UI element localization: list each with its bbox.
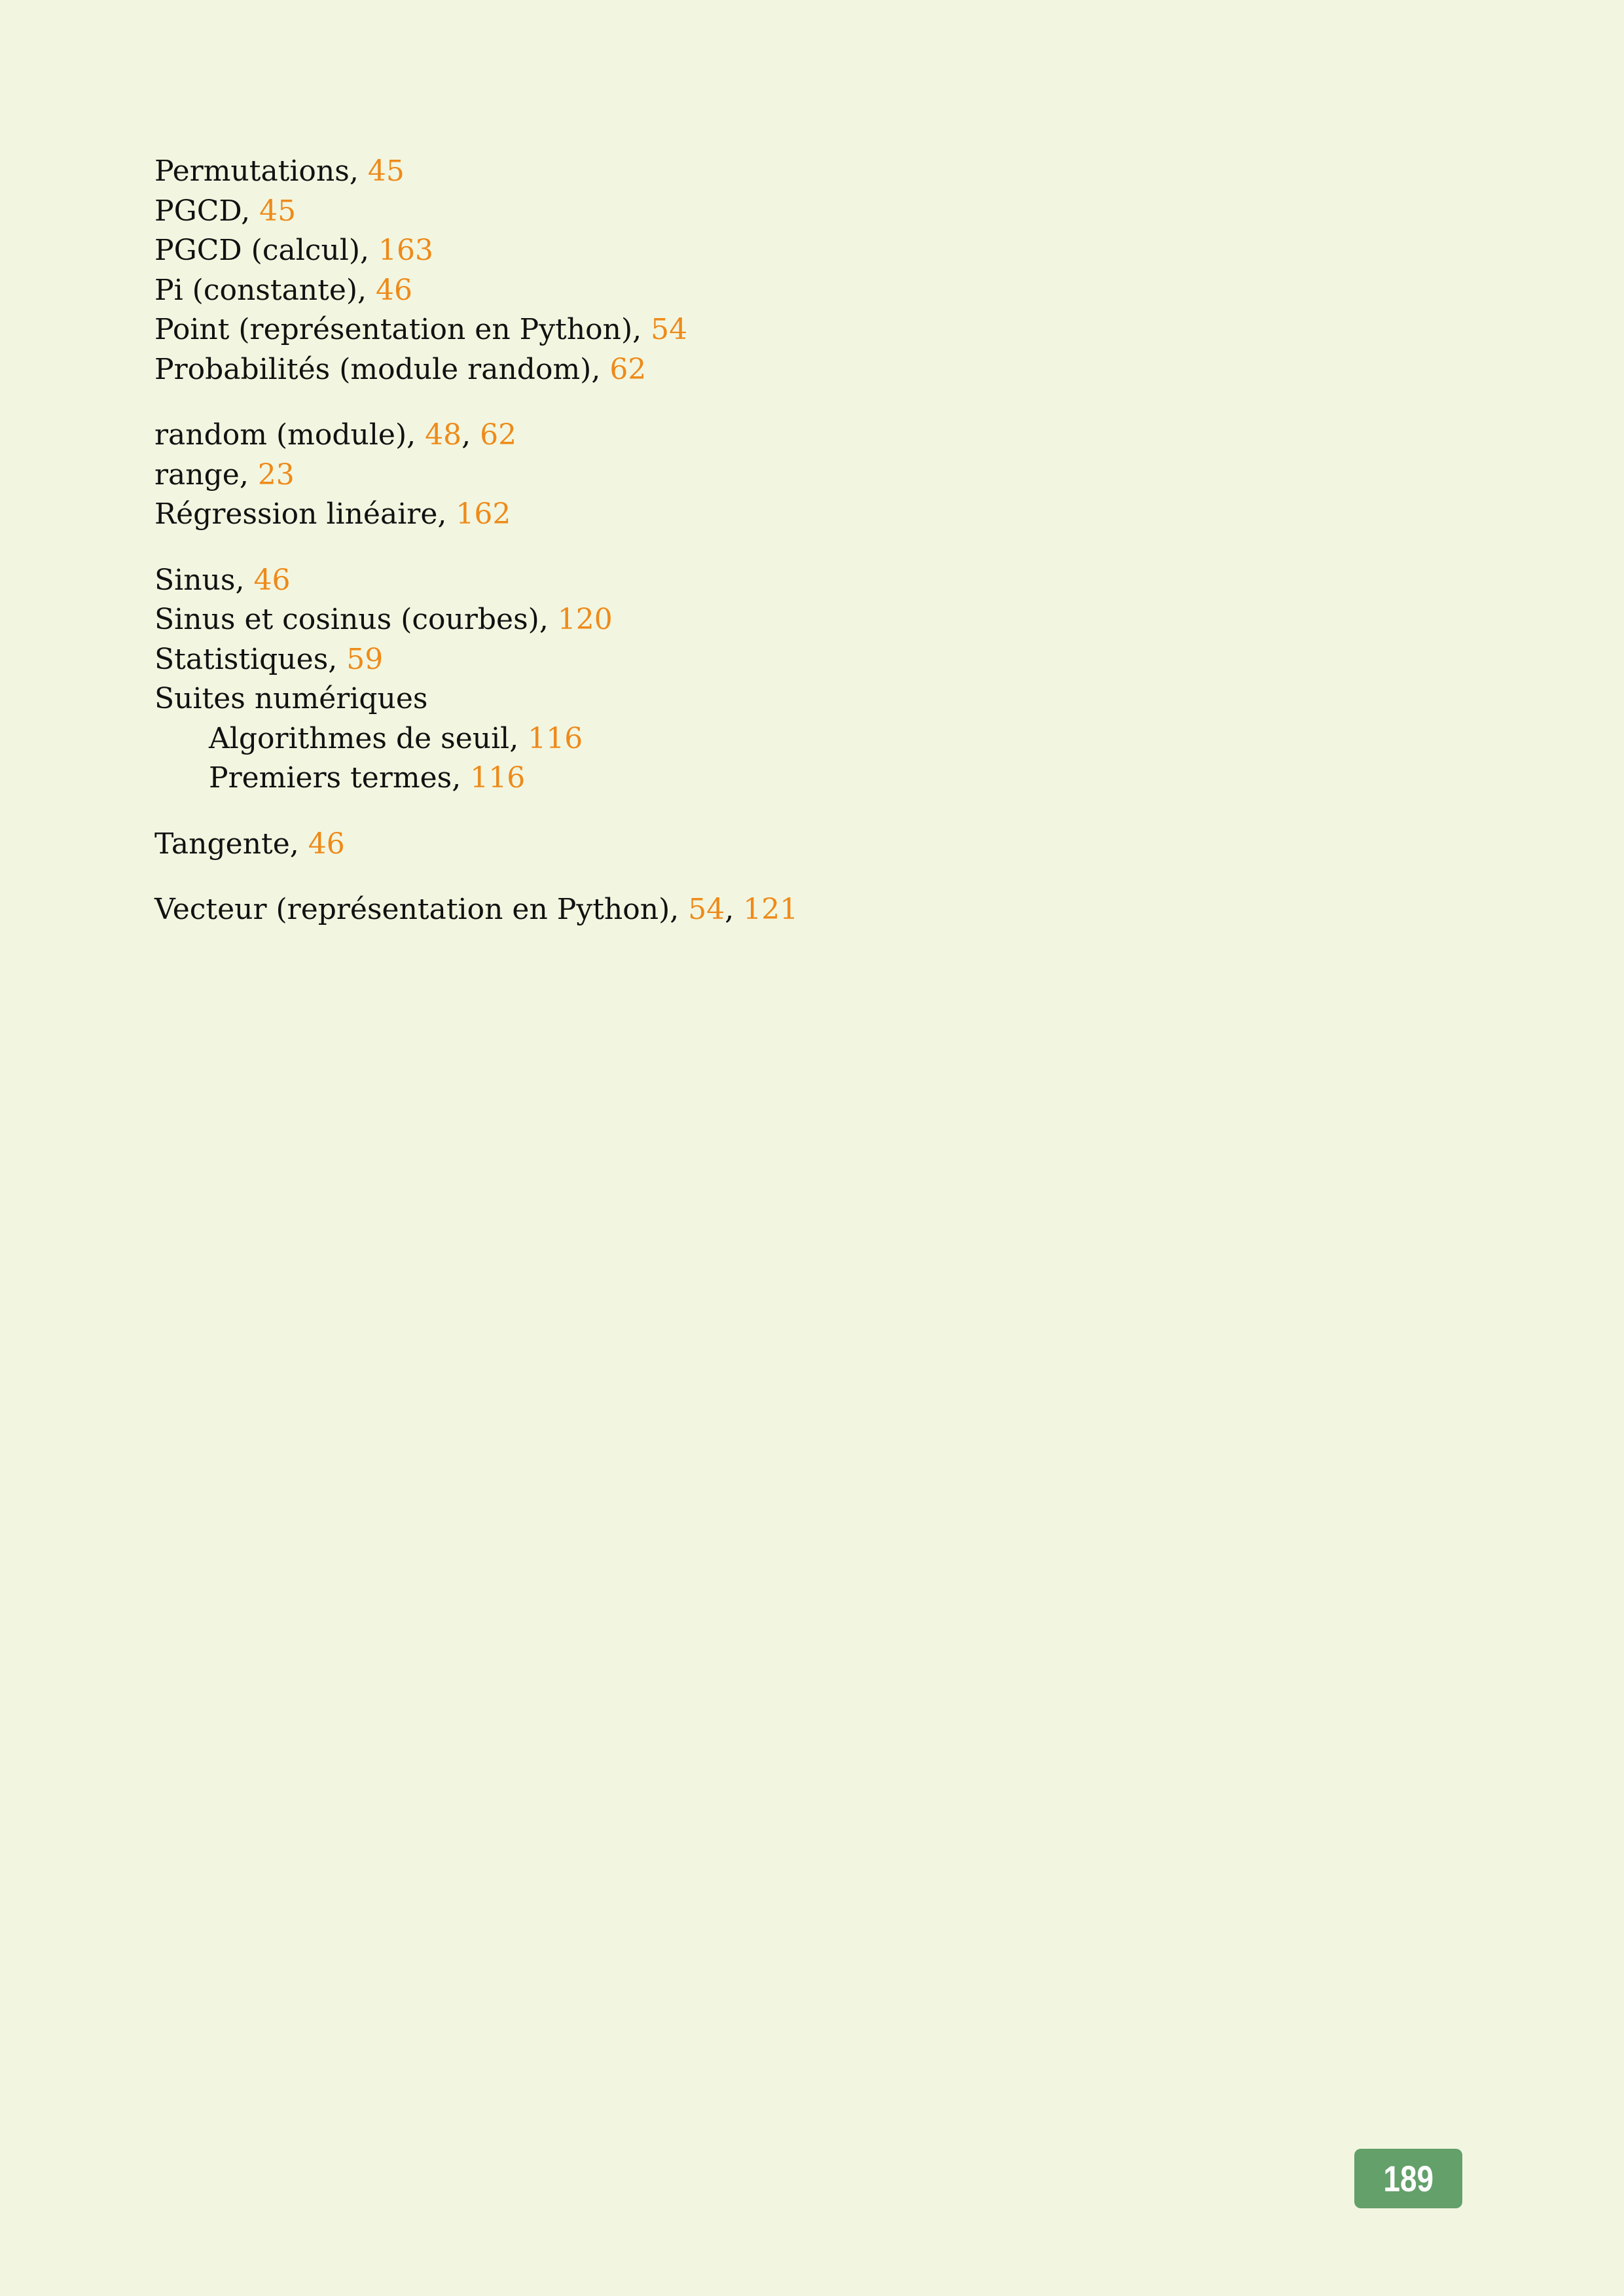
index-term: Tangente [154, 827, 290, 861]
page-number-badge [1354, 2149, 1462, 2208]
index-term: Régression linéaire [154, 497, 438, 531]
index-entry [154, 679, 1398, 719]
index-entry: Point (représentation en Python), 54 [154, 313, 688, 346]
index-entry: Sinus et cosinus (courbes), 120 [154, 603, 613, 636]
index-subentry: Algorithmes de seuil, 116 [209, 721, 583, 755]
page-reference-link[interactable]: 163 [378, 234, 433, 267]
page-reference-link[interactable]: 23 [257, 457, 295, 492]
index-term: Suites numériques [154, 682, 428, 715]
index-term: Sinus et cosinus (courbes) [154, 603, 539, 636]
page-reference-link[interactable]: 116 [528, 721, 583, 755]
page-reference-link[interactable]: 54 [651, 313, 688, 346]
index-term: Statistiques [154, 642, 329, 676]
page-reference-link[interactable]: 45 [259, 194, 297, 228]
page-reference-link[interactable]: 45 [367, 154, 405, 188]
index-term: PGCD (calcul) [154, 234, 361, 267]
index-group-v [154, 890, 1398, 930]
page-reference-link[interactable]: 59 [346, 642, 384, 676]
index-term: Permutations [154, 154, 350, 188]
index-entry: PGCD (calcul), 163 [154, 234, 433, 267]
index-entry: Régression linéaire, 162 [154, 497, 511, 531]
page-reference-link[interactable]: 162 [456, 497, 511, 531]
index-term: Point (représentation en Python) [154, 313, 633, 346]
index-group-s [154, 561, 1398, 798]
index-entry: Statistiques, 59 [154, 642, 384, 676]
index-entry: Probabilités (module random), 62 [154, 352, 647, 386]
page-reference-link[interactable]: 62 [480, 418, 517, 452]
page-number: 189 [1383, 2158, 1434, 2199]
index-term: PGCD [154, 194, 242, 228]
index-term: Probabilités (module random) [154, 352, 592, 386]
page-reference-link[interactable]: 54 [688, 893, 725, 926]
index-term: range [154, 457, 240, 492]
page-reference-link[interactable]: 46 [308, 827, 345, 861]
index-term: Pi (constante) [154, 273, 358, 307]
index-entry: Tangente, 46 [154, 827, 345, 861]
index-group-r [154, 416, 1398, 535]
index-entry: random (module), 48, 62 [154, 418, 517, 452]
page-reference-link[interactable]: 48 [425, 418, 462, 452]
index-term: random (module) [154, 418, 407, 452]
index-term: Algorithmes de seuil [209, 721, 510, 755]
index-entry: range, 23 [154, 457, 295, 492]
page-reference-link[interactable]: 120 [557, 603, 613, 636]
page-reference-link[interactable]: 46 [253, 563, 291, 597]
page-reference-link[interactable]: 46 [376, 273, 413, 307]
index-entry: Pi (constante), 46 [154, 273, 413, 307]
index-term: Premiers termes [209, 761, 452, 795]
index-entry: PGCD, 45 [154, 194, 297, 228]
page-reference-link[interactable]: 62 [609, 352, 647, 386]
index-group-t [154, 825, 1398, 865]
index-group-p [154, 152, 1398, 389]
index-term: Sinus [154, 563, 236, 597]
page-reference-link[interactable]: 121 [743, 893, 799, 926]
index-entry: Sinus, 46 [154, 563, 291, 597]
index-entry: Vecteur (représentation en Python), 54, 121 [154, 893, 799, 926]
index-list [154, 152, 1398, 956]
index-subentry: Premiers termes, 116 [209, 761, 526, 795]
index-term: Vecteur (représentation en Python) [154, 893, 670, 926]
index-entry: Permutations, 45 [154, 154, 405, 188]
page-reference-link[interactable]: 116 [470, 761, 526, 795]
